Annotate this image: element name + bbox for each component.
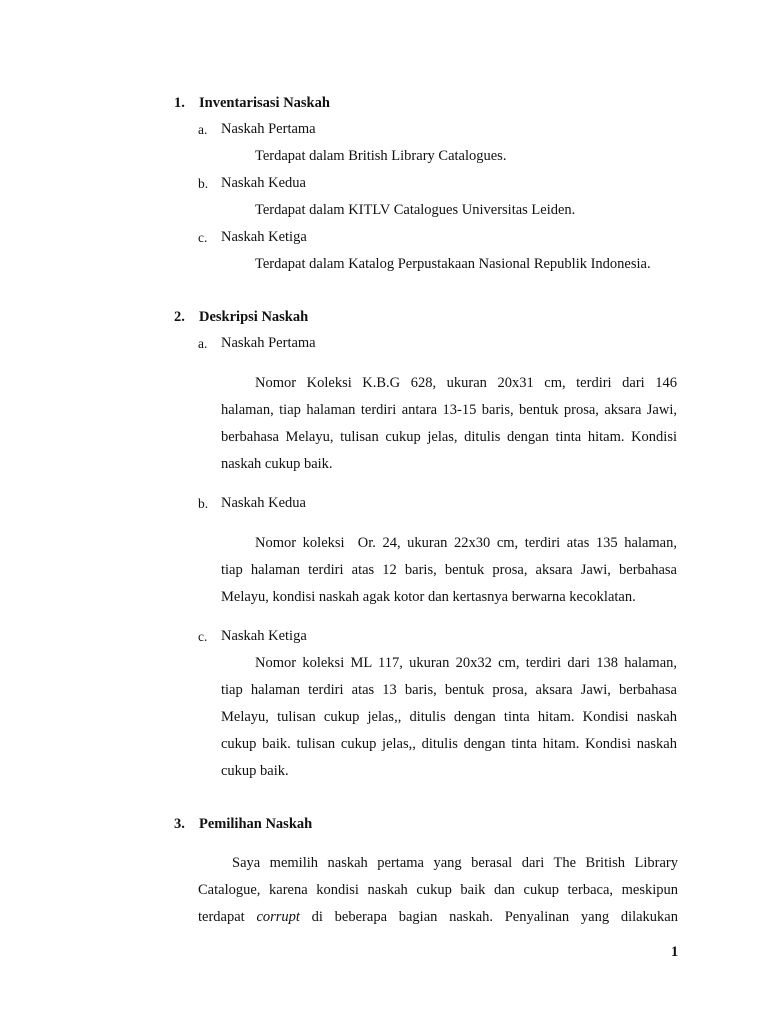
item-title: Naskah Pertama	[221, 335, 316, 351]
paragraph-line: halaman, tiap halaman terdiri antara 13-15 baris, bentuk prosa, aksara Jawi,	[221, 402, 677, 418]
section-2-number: 2.	[174, 309, 185, 325]
item-title: Naskah Ketiga	[221, 229, 307, 245]
text-after: di beberapa bagian naskah. Penyalinan yang dilakukan	[299, 909, 678, 925]
paragraph-line: Melayu, kondisi naskah agak kotor dan kertasnya berwarna kecoklatan.	[221, 589, 636, 605]
paragraph-line: tiap halaman terdiri atas 13 baris, bentuk prosa, aksara Jawi, berbahasa	[221, 682, 677, 698]
item-title: Naskah Kedua	[221, 175, 306, 191]
paragraph-line: naskah cukup baik.	[221, 456, 333, 472]
paragraph-line: Nomor koleksi Or. 24, ukuran 22x30 cm, terdiri atas 135 halaman,	[255, 535, 677, 551]
section-1-title: Inventarisasi Naskah	[199, 95, 330, 111]
italic-term: corrupt	[256, 909, 300, 925]
section-3-title: Pemilihan Naskah	[199, 816, 313, 832]
list-letter: b.	[198, 176, 209, 191]
item-title: Naskah Kedua	[221, 495, 306, 511]
list-letter: c.	[198, 629, 208, 644]
paragraph-line: cukup baik.	[221, 763, 289, 779]
list-letter: a.	[198, 336, 208, 351]
list-letter: a.	[198, 122, 208, 137]
section-2-title: Deskripsi Naskah	[199, 309, 309, 325]
item-title: Naskah Pertama	[221, 121, 316, 137]
paragraph-line: tiap halaman terdiri atas 12 baris, bentuk prosa, aksara Jawi, berbahasa	[221, 562, 677, 578]
section-3-number: 3.	[174, 816, 185, 832]
page-number: 1	[671, 944, 679, 960]
paragraph-line: Nomor Koleksi K.B.G 628, ukuran 20x31 cm, terdiri dari 146	[255, 375, 677, 391]
paragraph-line: Melayu, tulisan cukup jelas,, ditulis dengan tinta hitam. Kondisi naskah	[221, 709, 677, 725]
paragraph-line: Saya memilih naskah pertama yang berasal dari The British Library	[232, 855, 678, 871]
text-before: terdapat	[198, 909, 257, 925]
item-description: Terdapat dalam KITLV Catalogues Universitas Leiden.	[255, 202, 576, 218]
item-title: Naskah Ketiga	[221, 628, 307, 644]
paragraph-line-with-italic	[198, 908, 678, 926]
list-letter: b.	[198, 496, 209, 511]
item-description: Terdapat dalam British Library Catalogues.	[255, 148, 507, 164]
item-description: Terdapat dalam Katalog Perpustakaan Nasional Republik Indonesia.	[255, 256, 651, 272]
paragraph-line: berbahasa Melayu, tulisan cukup jelas, ditulis dengan tinta hitam. Kondisi	[221, 429, 677, 445]
paragraph-line: cukup baik. tulisan cukup jelas,, ditulis dengan tinta hitam. Kondisi naskah	[221, 736, 677, 752]
paragraph-line: Nomor koleksi ML 117, ukuran 20x32 cm, terdiri dari 138 halaman,	[255, 655, 677, 671]
section-1-number: 1.	[174, 95, 185, 111]
list-letter: c.	[198, 230, 208, 245]
paragraph-line: Catalogue, karena kondisi naskah cukup baik dan cukup terbaca, meskipun	[198, 882, 678, 898]
